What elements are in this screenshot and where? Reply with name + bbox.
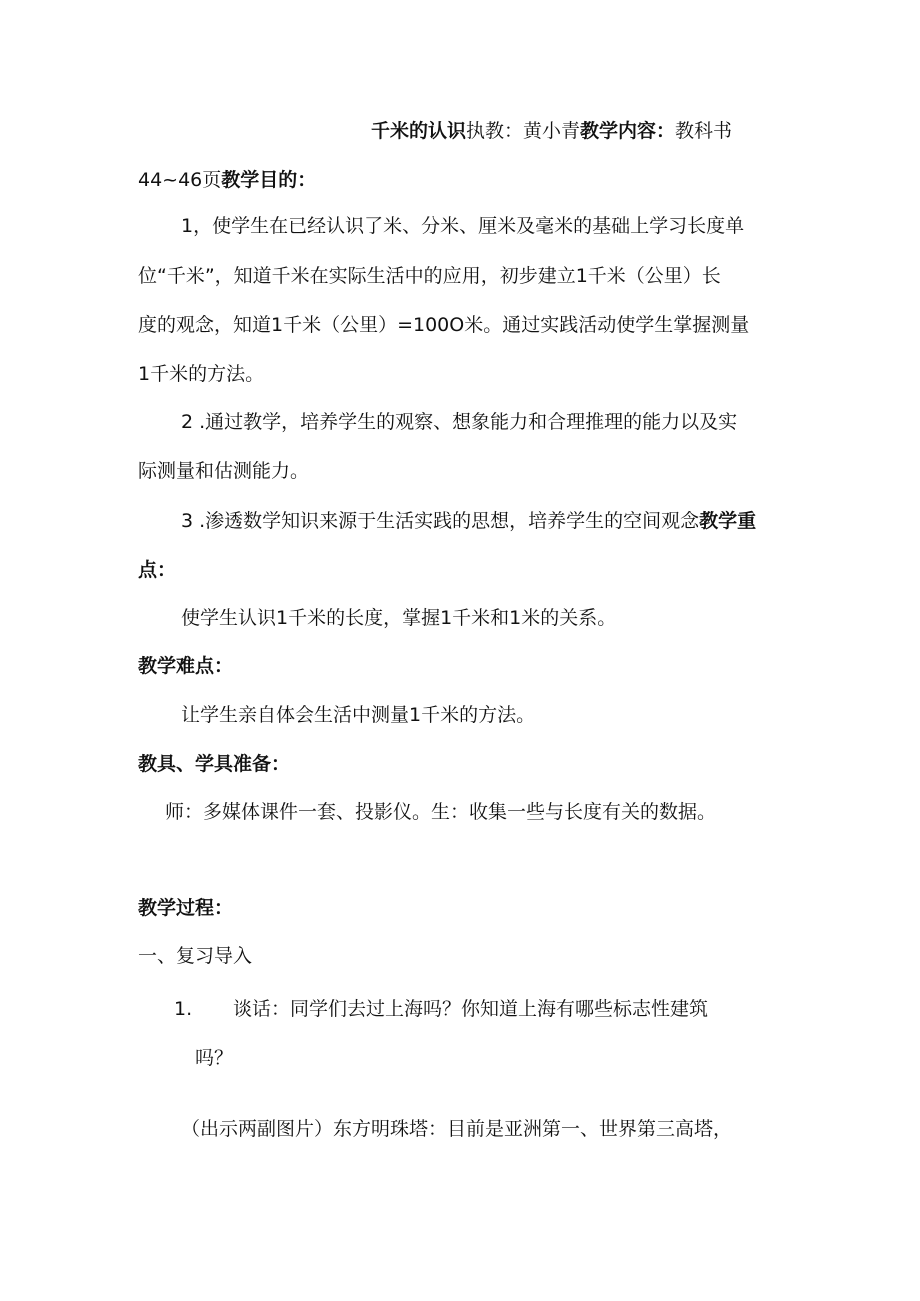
page-title: 千米的认识 [371, 120, 467, 142]
objective-2-line-1: 2 .通过教学，培养学生的观察、想象能力和合理推理的能力以及实 [181, 411, 738, 433]
objective-1-line-1: 1，使学生在已经认识了米、分米、厘米及毫米的基础上学习长度单 [181, 215, 745, 237]
content-value: 教科书 [675, 120, 733, 142]
pages-range: 44~46页 [138, 169, 222, 191]
title-line [371, 119, 732, 143]
pages-line [138, 168, 316, 192]
objective-3-line-1 [181, 509, 756, 533]
objective-1-line-4: 1千米的方法。 [138, 363, 265, 385]
objective-3-text: 3 .渗透数学知识来源于生活实践的思想，培养学生的空间观念 [181, 510, 700, 532]
step-1-number: 1. [174, 998, 193, 1020]
key-point-text: 使学生认识1千米的长度，掌握1千米和1米的关系。 [181, 607, 617, 629]
materials-heading: 教具、学具准备： [138, 753, 291, 775]
section-1-heading: 一、复习导入 [138, 945, 253, 967]
difficulty-heading: 教学难点： [138, 655, 234, 677]
materials-text: 师：多媒体课件一套、投影仪。生：收集一些与长度有关的数据。 [165, 801, 717, 823]
step-1-line-2: 吗？ [195, 1047, 234, 1069]
content-label: 教学内容： [580, 120, 676, 142]
objective-1-line-3: 度的观念，知道1千米（公里）=100O米。通过实践活动使学生掌握测量 [138, 314, 750, 336]
step-1-text: 谈话：同学们去过上海吗？你知道上海有哪些标志性建筑 [233, 998, 709, 1020]
process-heading: 教学过程： [138, 897, 234, 919]
key-point-heading-a: 教学重 [699, 510, 757, 532]
objective-2-line-2: 际测量和估测能力。 [138, 460, 310, 482]
difficulty-text: 让学生亲自体会生活中测量1千米的方法。 [181, 704, 536, 726]
objectives-heading: 教学目的： [221, 169, 317, 191]
step-1-line-3: （出示两副图片）东方明珠塔：目前是亚洲第一、世界第三高塔， [181, 1118, 733, 1140]
objective-1-line-2: 位“千米”，知道千米在实际生活中的应用，初步建立1千米（公里）长 [138, 265, 721, 287]
key-point-heading-b: 点： [138, 559, 177, 581]
step-1-line-1 [174, 997, 708, 1021]
teacher-label: 执教：黄小青 [466, 120, 581, 142]
